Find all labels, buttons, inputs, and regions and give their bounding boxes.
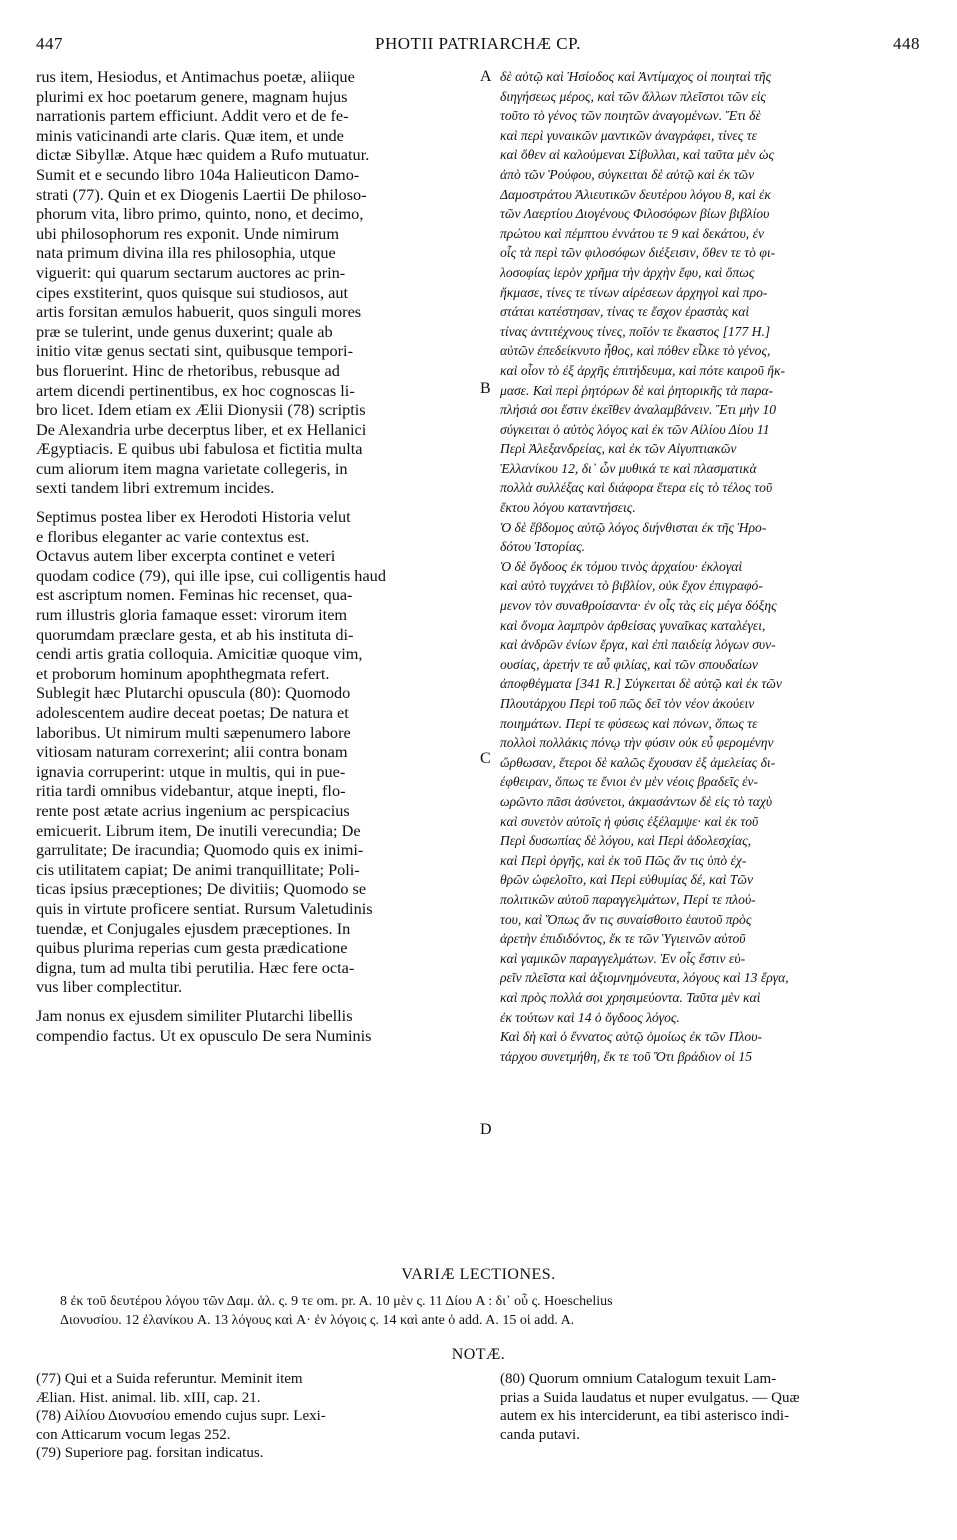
greek-line: δὲ αὐτῷ καὶ Ἡσίοδος καὶ Ἀντίμαχος οἱ ποιηταὶ τῆς: [500, 69, 772, 84]
notae-title: NOTÆ.: [451, 1346, 506, 1363]
note-line: prias a Suida laudatus et nuper evulgatus. — Quæ: [500, 1389, 800, 1406]
latin-line: cendi artis gratia colloquia. Amicitiæ quoque vim,: [36, 644, 363, 664]
page-number-left: 447: [36, 34, 63, 53]
latin-line: Septimus postea liber ex Herodoti Historia velut: [36, 507, 351, 527]
greek-line: δότου Ἱστορίας.: [500, 539, 585, 555]
latin-line: vus liber complectitur.: [36, 977, 183, 997]
greek-line: ἐκ τούτων καὶ 14 ὁ ὄγδοος λόγος.: [500, 1009, 680, 1025]
latin-line: tuendæ, et Conjugales ejusdem præceptiones. In: [36, 918, 351, 938]
greek-line: ποιημάτων. Περί τε φύσεως καὶ πόνων, ὅπως τε: [500, 715, 758, 731]
latin-line: quodam codice (79), qui ille ipse, cui colligentis haud: [36, 565, 386, 585]
latin-line: ticas ipsius præceptiones; De divitiis; Quomodo se: [36, 879, 367, 899]
latin-line: dictæ Sibyllæ. Atque hæc quidem a Rufo mutuatur.: [36, 145, 370, 165]
greek-line: μασε. Καὶ περὶ ῥητόρων δὲ καὶ ῥητορικῆς τὰ παρα-: [500, 382, 774, 398]
greek-line: τοῦτο τὸ γένος τῶν ποιητῶν ἀναγομένων. Ἔτι δὲ: [500, 108, 761, 124]
latin-line: rente post ætate acrius ingenium ac perspicacius: [36, 800, 350, 820]
note-line: canda putavi.: [500, 1426, 580, 1443]
latin-line: bro licet. Idem etiam ex Ælii Dionysii (78) scriptis: [36, 400, 366, 420]
latin-line: compendio factus. Ut ex opusculo De sera Numinis: [36, 1025, 372, 1045]
greek-line: ἤκμασε, τίνες τε τίνων αἱρέσεων ἀρχηγοὶ καὶ προ-: [500, 284, 768, 300]
greek-line: ἀποφθέγματα [341 R.] Σύγκειται δὲ αὐτῷ καὶ ἐκ τῶν: [500, 676, 782, 692]
greek-line: ἀπὸ τῶν Ῥούφου, σύγκειται δὲ αὐτῷ καὶ ἐκ τῶν: [500, 166, 755, 182]
greek-line: Ὁ δὲ ἕβδομος αὐτῷ λόγος διήνθισται ἐκ τῆς Ἡρο-: [500, 519, 767, 535]
latin-line: et proborum hominum apophthegmata refert.: [36, 663, 330, 683]
variae-line: 8 ἐκ τοῦ δευτέρου λόγου τῶν Δαμ. ἁλ. ς. 9 τε om. pr. A. 10 μὲν ς. 11 Δίου A : δι᾽ οὗ ς. Hoeschelius: [60, 1294, 613, 1309]
note-line: (78) Αἰλίου Διονυσίου emendo cujus supr. Lexi-: [36, 1408, 326, 1424]
latin-line: ignavia corruperint: utque in multis, qui in pue-: [36, 761, 346, 781]
latin-line: rum illustris gloria famaque esset: virorum item: [36, 605, 348, 625]
latin-line: Octavus autem liber excerpta continet e veteri: [36, 546, 336, 566]
greek-line: Δαμοστράτου Ἁλιευτικῶν δευτέρου λόγου 8, καὶ ἐκ: [500, 186, 771, 202]
greek-line: πλήσιά σοι ἔστιν ἐκεῖθεν ἀναλαμβάνειν. Ἔτι μὴν 10: [500, 402, 777, 418]
greek-line: καὶ πρὸς πολλά σοι χρησιμεύοντα. Ταῦτα μὲν καὶ: [500, 989, 761, 1005]
latin-line: sexti tandem libri extremum incides.: [36, 478, 275, 498]
latin-line: quis in virtute proficere sentiat. Rursum Valetudinis: [36, 898, 373, 918]
latin-line: garrulitate; De iracundia; Quomodo quis ex inimi-: [36, 840, 364, 860]
page-header: [36, 34, 920, 56]
variae-lectiones-title: VARIÆ LECTIONES.: [401, 1266, 556, 1283]
latin-line: phorum vita, libro primo, quinto, nono, et decimo,: [36, 204, 364, 224]
greek-line: αὐτῶν ἐπεδείκνυτο ἦθος, καὶ πόθεν εἷλκε τὸ γένος,: [500, 343, 771, 359]
latin-line: quibus plurima reperias cum gesta prædicatione: [36, 938, 348, 958]
latin-line: est ascriptum nomen. Feminas hic recenset, qua-: [36, 585, 353, 605]
latin-line: emicuerit. Librum item, De inutili verecundia; De: [36, 820, 361, 840]
latin-line: e floribus eleganter ac varie contextus est.: [36, 526, 310, 546]
latin-line: cipes exstiterint, quos quisque sui studiosos, aut: [36, 282, 349, 302]
greek-line: τίνας ἀντιτέχνους τίνες, ποῖόν τε ἕκαστος [177 H.]: [500, 323, 771, 339]
greek-line: πολλὰ συλλέξας καὶ διάφορα ἕτερα εἰς τὸ τέλος τοῦ: [500, 480, 773, 496]
greek-line: καὶ Περὶ ὀργῆς, καὶ ἐκ τοῦ Πῶς ἄν τις ὑπὸ ἐχ-: [500, 852, 747, 868]
greek-line: πολιτικῶν αὐτοῦ παραγγελμάτων, Περί τε πλού-: [500, 891, 756, 907]
greek-line: καὶ περὶ γυναικῶν μαντικῶν ἀναγράφει, τίνες τε: [500, 127, 757, 143]
variae-line: Διονυσίου. 12 ἐλανίκου A. 13 λόγους καὶ A· ἐν λόγοις ς. 14 καὶ ante ὁ add. A. 15 οἱ add. A.: [60, 1313, 575, 1328]
greek-line: Ὁ δὲ ὄγδοος ἐκ τόμου τινὸς ἀρχαίου· ἐκλογαὶ: [500, 558, 743, 574]
latin-line: laboribus. Ut nimirum multi sæpenumero labore: [36, 722, 351, 742]
note-line: con Atticarum vocum legas 252.: [36, 1426, 231, 1443]
greek-line: καὶ γαμικῶν παραγγελμάτων. Ἐν οἷς ἔστιν εὐ-: [500, 950, 746, 966]
latin-line: Ægyptiacis. E quibus ubi fabulosa et fictitia multa: [36, 439, 363, 459]
latin-line: viguerit: qui quarum sectarum auctores ac prin-: [36, 262, 346, 282]
variae-lectiones: [60, 1292, 930, 1330]
latin-line: Sublegit hæc Plutarchi opuscula (80): Quomodo: [36, 683, 351, 703]
greek-line: του, καὶ Ὅπως ἄν τις συναίσθοιτο ἑαυτοῦ πρὸς: [500, 911, 752, 927]
greek-line: στάται κατέστησαν, τίνας τε ἔσχον ἐραστὰς καὶ: [500, 304, 750, 320]
margin-letter-c: C: [480, 750, 491, 767]
greek-line: θρῶν ὠφελοῖτο, καὶ Περὶ εὐθυμίας δέ, καὶ Τῶν: [500, 872, 753, 888]
latin-line: cis utilitatem capiat; De animi tranquillitate; Poli-: [36, 859, 360, 879]
greek-line: τῶν Λαερτίου Διογένους Φιλοσόφων βίων βιβλίου: [500, 206, 770, 222]
greek-line: καὶ οἷον τὸ ἐξ ἀρχῆς ἐπιτήδευμα, καὶ πότε καιροῦ ἤκ-: [500, 362, 786, 378]
latin-line: ritia tardi omnibus videbantur, atque inepti, flo-: [36, 781, 346, 801]
greek-line: ωρῶντο πᾶσι ἀσύνετοι, ἀκμασάντων δὲ εἰς τὸ ταχὺ: [500, 793, 773, 809]
margin-letter-d: D: [480, 1121, 492, 1138]
latin-line: cum aliorum item magna varietate collegeris, in: [36, 458, 348, 478]
running-title: PHOTII PATRIARCHÆ CP.: [375, 34, 581, 53]
latin-line: digna, tum ad multa tibi perutilia. Hæc fere octa-: [36, 957, 355, 977]
latin-line: artem dicendi pertinentibus, ex hoc cognoscas li-: [36, 380, 355, 400]
greek-line: ουσίας, ἀρετήν τε αὖ φιλίας, καὶ τῶν σπουδαίων: [500, 656, 758, 672]
margin-letter-b: B: [480, 380, 491, 397]
greek-line: λοσοφίας ἱερὸν χρῆμα τὴν ἀρχὴν ἔφυ, καὶ ὅπως: [500, 264, 755, 280]
latin-line: [36, 997, 476, 1006]
greek-line: ἕκτου λόγου καταντήσεις.: [500, 500, 636, 516]
latin-line: artis forsitan æmulos habuerit, quos singuli mores: [36, 302, 362, 322]
greek-column: [500, 67, 920, 1066]
greek-line: πολλοὶ πολλάκις πόνῳ τὴν φύσιν οὐκ εὖ φερομένην: [500, 735, 774, 751]
greek-line: ὤρθωσαν, ἕτεροι δὲ καλῶς ἔχουσαν ἐξ ἀμελείας δι-: [500, 754, 776, 770]
latin-line: plurimi ex hoc poetarum genere, magnam hujus: [36, 86, 348, 106]
greek-line: Περὶ δυσωπίας δὲ λόγου, καὶ Περὶ ἀδολεσχίας,: [500, 833, 752, 849]
latin-line: narrationis partem efficiunt. Addit vero et de fe-: [36, 106, 349, 126]
note-line: autem ex his interciderunt, ea tibi asterisco indi-: [500, 1408, 790, 1424]
notes-right-column: [500, 1370, 920, 1444]
latin-line: minis vaticinandi arte claris. Quæ item, et unde: [36, 125, 344, 145]
greek-line: Καὶ δὴ καὶ ὁ ἔννατος αὐτῷ ὁμοίως ἐκ τῶν Πλου-: [500, 1029, 762, 1045]
latin-line: bus floruerint. Hinc de rhetoribus, rebusque ad: [36, 360, 340, 380]
greek-line: καὶ ἀνδρῶν ἐνίων ἔργα, καὶ ἐπὶ παιδείᾳ λόγων συν-: [500, 637, 776, 653]
latin-line: rus item, Hesiodus, et Antimachus poetæ, aliique: [36, 67, 355, 86]
latin-line: vitiosam naturam correxerint; alii contra bonam: [36, 742, 348, 762]
latin-column: [36, 67, 476, 1045]
latin-line: ubi philosophorum res exponit. Unde nimirum: [36, 223, 339, 243]
notes-left-column: [36, 1370, 476, 1463]
note-line: (79) Superiore pag. forsitan indicatus.: [36, 1445, 264, 1461]
greek-line: ρεῖν πλεῖστα καὶ ἀξιομνημόνευτα, λόγους καὶ 13 ἔργα,: [500, 970, 789, 986]
latin-line: strati (77). Quin et ex Diogenis Laertii De philoso-: [36, 184, 367, 204]
latin-line: initio vitæ genus sectati sint, quibusque tempori-: [36, 341, 353, 361]
greek-line: ἀρετὴν ἐπιδιδόντος, ἔκ τε τῶν Ὑγιεινῶν αὐτοῦ: [500, 931, 746, 947]
greek-line: τάρχου συνετμήθη, ἔκ τε τοῦ Ὅτι βράδιον οἱ 15: [500, 1048, 753, 1064]
margin-letter-a: A: [480, 68, 492, 85]
greek-line: καὶ αὐτὸ τυγχάνει τὸ βιβλίον, οὐκ ἔχον ἐπιγραφό-: [500, 578, 763, 594]
latin-line: adolescentem audire deceat poetas; De natura et: [36, 703, 349, 722]
greek-line: καὶ ὅθεν αἱ καλούμεναι Σίβυλλαι, καὶ ταῦτα μὲν ὡς: [500, 147, 775, 163]
greek-line: Περὶ Ἀλεξανδρείας, καὶ ἐκ τῶν Αἰγυπτιακῶν: [500, 441, 737, 457]
greek-line: πρώτου καὶ πέμπτου ἐννάτου τε 9 καὶ δεκάτου, ἐν: [500, 225, 764, 241]
note-line: (80) Quorum omnium Catalogum texuit Lam-: [500, 1371, 777, 1387]
page-number-right: 448: [893, 34, 920, 53]
latin-line: De Alexandria urbe decerptus liber, et ex Hellanici: [36, 419, 367, 439]
greek-line: Ἑλλανίκου 12, δι᾽ ὧν μυθικά τε καὶ πλασματικὰ: [500, 460, 757, 476]
greek-line: καὶ συνετὸν αὐτοῖς ἡ φύσις ἐξέλαμψε· καὶ ἐκ τοῦ: [500, 813, 759, 829]
note-line: (77) Qui et a Suida referuntur. Meminit item: [36, 1371, 303, 1387]
latin-line: Jam nonus ex ejusdem similiter Plutarchi libellis: [36, 1005, 353, 1025]
note-line: Ælian. Hist. animal. lib. xIII, cap. 21.: [36, 1389, 261, 1406]
greek-line: οἷς τὰ περὶ τῶν φιλοσόφων διέξεισιν, ὅθεν τε τὸ φι-: [500, 245, 776, 261]
greek-line: διηγήσεως μέρος, καὶ τῶν ἄλλων πλεῖστοι τῶν εἰς: [500, 88, 766, 104]
latin-line: [36, 498, 476, 507]
latin-line: nata primum divina illa res philosophia, utque: [36, 243, 336, 263]
greek-line: μενον τὸν συναθροίσαντα· ἐν οἷς τὰς εἰς μέγα δόξης: [500, 598, 777, 614]
latin-line: quorumdam præclare gesta, et ab his instituta di-: [36, 624, 354, 644]
greek-line: καὶ ὄνομα λαμπρὸν ἀρθείσας γυναῖκας καταλέγει,: [500, 617, 766, 633]
greek-line: έφθειραν, ὅπως τε ἔνιοι ἐν μὲν νέοις βραδεῖς ἐν-: [500, 774, 759, 790]
latin-line: præ se tulerint, unde genus duxerint; quale ab: [36, 321, 333, 341]
greek-line: σύγκειται ὁ αὐτὸς λόγος καὶ ἐκ τῶν Αἰλίου Δίου 11: [500, 421, 770, 437]
latin-line: Sumit et e secundo libro 104a Halieuticon Damo-: [36, 164, 360, 184]
greek-line: Πλουτάρχου Περὶ τοῦ πῶς δεῖ τὸν νέον ἀκούειν: [500, 696, 755, 711]
